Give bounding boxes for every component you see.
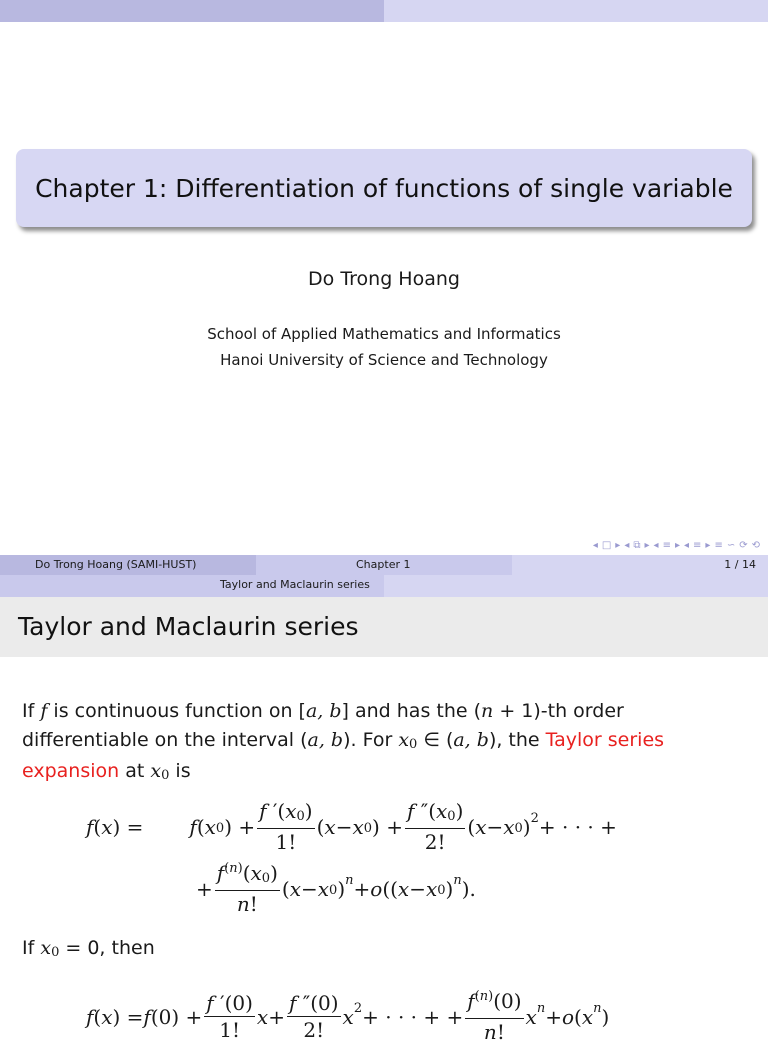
nav-next-subsection-icon[interactable]: ▸ — [644, 539, 650, 551]
nav-next-doc-icon[interactable]: ▸ — [705, 539, 711, 551]
nav-prev-doc-icon[interactable]: ◂ — [683, 539, 690, 551]
nav-subsection-icon[interactable]: ⧉ — [633, 539, 641, 551]
taylor-series-term: Taylor series — [545, 729, 665, 751]
nav-back-icon[interactable]: ⟳ — [739, 539, 748, 551]
header-bar-left — [0, 0, 384, 22]
nav-prev-section-icon[interactable]: ◂ — [653, 539, 659, 551]
expansion-term: expansion — [22, 760, 120, 782]
nav-section-icon[interactable]: ≡ — [662, 539, 671, 551]
institute-line-2: Hanoi University of Science and Technology — [220, 351, 548, 369]
theorem-paragraph — [22, 697, 664, 788]
paragraph-line-3: expansion at $x_0$ is — [22, 760, 191, 783]
paragraph-line-2: differentiable on the interval (a, b). For $x_0$ ∈ (a, b), the Taylor series — [22, 729, 665, 752]
nav-appendix-icon[interactable]: ≡ — [714, 539, 723, 551]
section-bar-right — [384, 575, 768, 597]
nav-frame-icon[interactable]: □ — [601, 539, 612, 551]
nav-next-frame-icon[interactable]: ▸ — [615, 539, 621, 551]
nav-next-section-icon[interactable]: ▸ — [674, 539, 680, 551]
title-box — [16, 149, 752, 227]
nav-doc-icon[interactable]: ≡ — [693, 539, 702, 551]
taylor-formula-line-1: f ( x ) = f ( x $_0$ ) + $\frac{f '(x_0)}{1!}$ ( x − x $_0$ ) + $\frac{f ''(x_0)}{2!}$ ( x − x $_0$ ) $^2$ + · · · + — [86, 799, 617, 854]
institute-line-1: School of Applied Mathematics and Informatics — [207, 325, 561, 343]
maclaurin-intro: If $x_0 = 0$, then — [22, 937, 155, 960]
footer-page-number: 1 / 14 — [724, 558, 756, 571]
nav-prev-frame-icon[interactable]: ◂ — [592, 539, 598, 551]
footer-author: Do Trong Hoang (SAMI-HUST) — [35, 558, 197, 571]
presentation-title: Chapter 1: Differentiation of functions of single variable — [35, 173, 733, 203]
nav-search-icon[interactable]: ∽ — [726, 539, 736, 551]
beamer-navigation-bar[interactable] — [593, 537, 760, 553]
header-bar-right — [384, 0, 768, 22]
footer-chapter: Chapter 1 — [356, 558, 411, 571]
nav-prev-subsection-icon[interactable]: ◂ — [624, 539, 630, 551]
nav-forward-icon[interactable]: ⟲ — [751, 539, 760, 551]
paragraph-line-1: If f is continuous function on [a, b] and has the (n + 1)-th order — [22, 700, 624, 722]
maclaurin-formula: f ( x ) = f (0) + $\frac{f '(0)}{1!}$ x + $\frac{f ''(0)}{2!}$ x $^2$ + · · · + + $\frac{f^{(n)}(0)}{n!}$ x $^n$ + o ( x $^n$ ) — [86, 989, 610, 1044]
section-name: Taylor and Maclaurin series — [220, 578, 370, 591]
frame-title: Taylor and Maclaurin series — [18, 612, 359, 641]
taylor-formula-line-2: + $\frac{f^{(n)}(x_0)}{n!}$ ( x − x $_0$ ) $^n$ + o (( x − x $_0$ ) $^n$ ). — [196, 861, 476, 916]
author-name: Do Trong Hoang — [308, 268, 460, 290]
